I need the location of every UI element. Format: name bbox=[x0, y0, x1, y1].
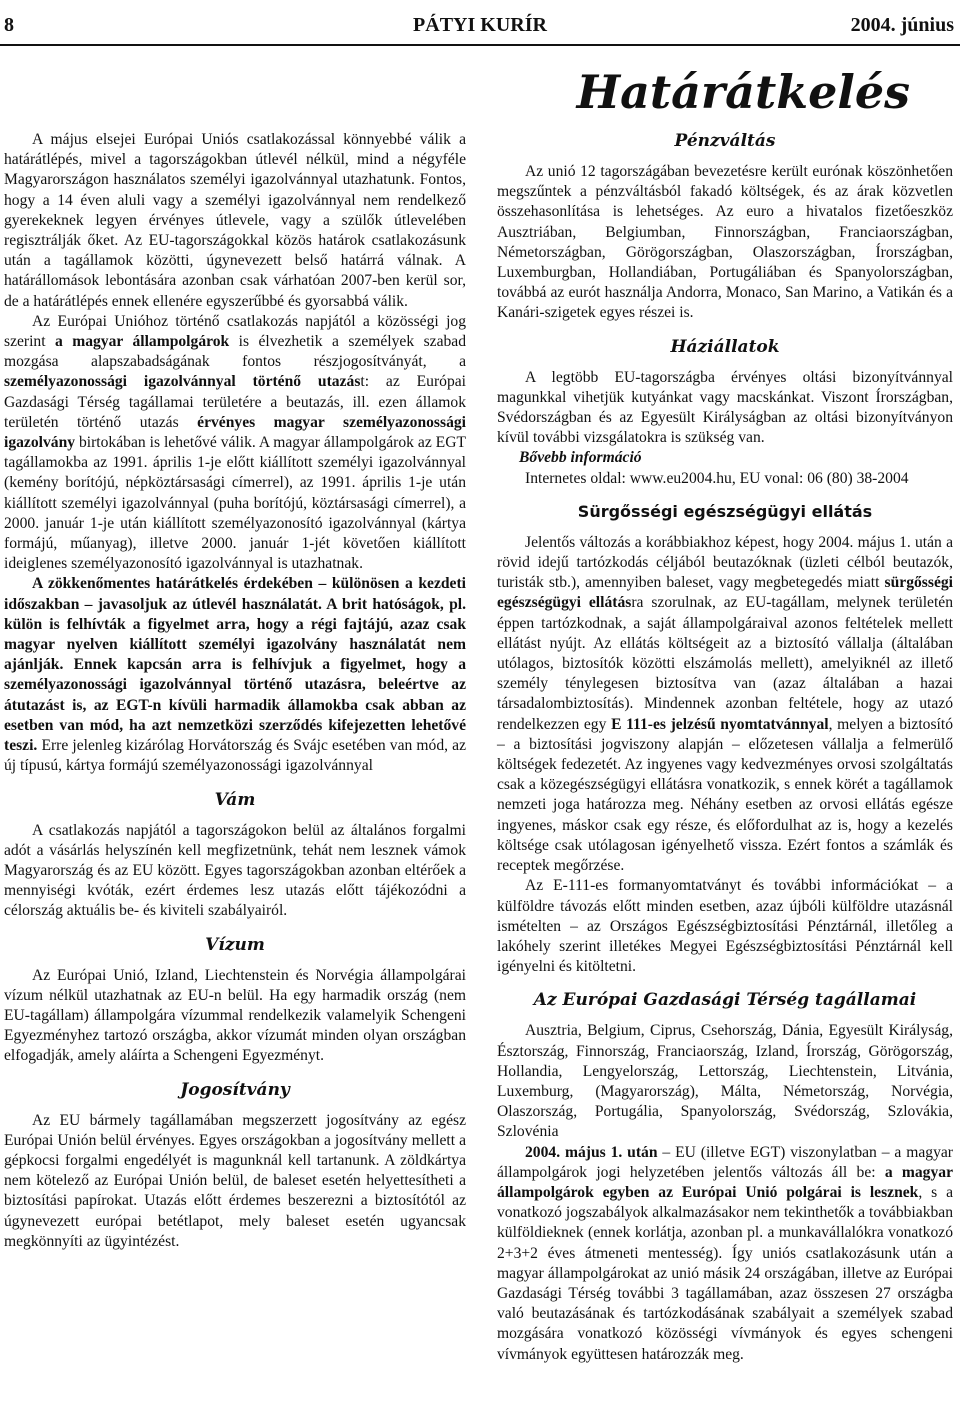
passport-advice-paragraph: A zökkenőmentes határátkelés érdekében – különösen a kezdeti időszakban – javasoljuk az útlevél használatát. A brit hatóságok, pl. külön is felhívták a figyelmet arra, hogy a régi fajtájú, azaz csak magyar nyelven kiállított személyi igazolvány használatát nem ajánlják. Ennek kapcsán arra is felhívjuk a figyelmet, hogy a személyazonossági igazolvánnyal történő utazásra, beleértve az átutazást is, az EGT-n kívüli harmadik államokba csak abban az esetben van mód, ha azt nemzetközi szerződés kifejezetten lehetővé teszi. Erre jelenleg kizárólag Horvátország és Svájc esetében van mód, az új típusú, kártya formájú személyazonossági igazolvánnyal bbox=[4, 575, 466, 775]
egt-countries-paragraph: Ausztria, Belgium, Ciprus, Csehország, Dánia, Egyesült Királyság, Észtország, Finnország, Franciaország, Izland, Írország, Görögország, Hollandia, Lengyelország, Lettország, Liechtenstein, Litvánia, Luxemburg, (Magyarország), Málta, Németország, Norvégia, Olaszország, Portugália, Spanyolország, Svédország, Szlovákia, Szlovénia bbox=[497, 1022, 953, 1141]
e111-paragraph: Az E-111-es formanyomtatványt és további információkat – a külföldre távozás előtt minden esetben, azaz újbóli külföldre utazásnál ismételten – az Országos Egészségbiztosítási Pénztárnál, illetőleg a lakóhely szerint illetékes Megyei Egészségbiztosítási Pénztárnál kell igényelni és kitöltetni. bbox=[497, 877, 953, 976]
section-heading-vam: Vám bbox=[214, 789, 256, 810]
penzvaltas-paragraph: Az unió 12 tagországában bevezetésre került eurónak köszönhetően megszűntek a pénzváltásból fakadó költségek, és az árak közvetlen összehasonlítása is lehetséges. Az euro a hivatalos fizetőeszköz Ausztriában, Belgiumban, Finnországban, Franciaországban, Németországban, Görögországban, Olaszországban, Írországban, Luxemburgban, Hollandiában, Portugáliában és Spanyolországban, továbbá az eurót használja Andorra, Monaco, San Marino, a Vatikán és a Kanári-szigetek egyes részei is. bbox=[497, 163, 953, 322]
bovebb-info-text: Internetes oldal: www.eu2004.hu, EU vonal: 06 (80) 38-2004 bbox=[525, 469, 909, 487]
intro-paragraph: A május elsejei Európai Uniós csatlakozással könnyebbé válik a határátlépés, mivel a tagországokban útlevél nélkül, mind a négyféle Magyarországon használatos személyi igazolvánnyal utazhatunk. Fontos, hogy a 14 éven aluli vagy a személyi igazolvánnyal nem rendelkező gyerekeknek legyen érvényes útlevele, vagy a szülők útlevelében regisztrálják őket. Az EU-tagországokkal közös határok csatlakozásunk után a tagállamok közötti, úgynevezett belső határrá válnak. A határállomások lebontására azonban csak várhatóan 2007-ben kerül sor, de a határátlépés ennek ellenére egyszerűbbé és gyorsabbá válik. bbox=[4, 131, 466, 310]
section-heading-jogositvany: Jogosítvány bbox=[180, 1079, 290, 1100]
article-title: Határátkelés bbox=[576, 65, 910, 119]
right-column bbox=[497, 130, 953, 1365]
section-heading-egt: Az Európai Gazdasági Térség tagállamai bbox=[533, 990, 917, 1011]
publication-name: PÁTYI KURÍR bbox=[413, 14, 547, 36]
vam-paragraph: A csatlakozás napjától a tagországokon belül az általános forgalmi adót a vásárlás helyszínén kell megfizetnünk, tehát nem lesznek vámok Magyarország és az EU között. Egyes tagországokban azonban eltérőek a mennyiségi kvóták, ezért érdemes lesz utazás előtt tájékozódni a célország aktuális be- és kiviteli szabályairól. bbox=[4, 821, 466, 920]
page-number: 8 bbox=[4, 14, 14, 36]
left-column bbox=[4, 130, 466, 1252]
surgossegi-paragraph: Jelentős változás a korábbiakhoz képest, hogy 2004. május 1. után a rövid idejű tartózkodás céljából beutazóknak (üzleti célból beutazók, turisták stb.), amennyiben baleset, vagy megbetegedés miatt sürgősségi egészségügyi ellátásra szorulnak, az EU-tagállam, melynek területén éppen tartózkodnak, a saját állampolgáraival azonos feltételek mellett ellátást nyújt. Az ellátás költségeit az a biztosító vállalja (általában utólagos, biztosítók közötti elszámolás mellett), amelyiknél az illető személy ténylegesen biztosítva van (azaz általában a hazai társadalombiztosítás). Mindennek azonban feltétele, hogy az utazó rendelkezzen egy E 111-es jelzésű nyomtatvánnyal, melyen a biztosító – a biztosítási jogviszony alapján – előzetesen vállalja a felmerülő költségek fedezetét. Az ingyenes vagy kedvezményes orvosi szolgáltatás csak a közegészségügyi ellátásra vonatkozik, s ennek körét a tagállamok nemzeti joga határozza meg. Néhány esetben az orvosi ellátás egésze ingyenes, máskor csak egy része, és előfordulhat az is, hogy a kezelés költsége csak utólagosan igényelhető vissza. Ezért fontos a számlák és receptek megőrzése. bbox=[497, 533, 954, 875]
page-header bbox=[0, 0, 960, 44]
jogositvany-paragraph: Az EU bármely tagállamában megszerzett jogosítvány az egész Európai Unión belül érvényes. Egyes országokban a jogosítvány mellett a gépkocsi forgalmi engedélyét is magunknál kell tartanunk. A zöldkártya nem kötelező az Európai Unión belül, de baleset esetén helyettesítheti a biztosítási papírokat. Utazás előtt érdemes beszerezni a biztosítótól az úgynevezett európai betétlapot, mely baleset esetén ugyancsak megkönnyíti az ügyintézést. bbox=[4, 1111, 466, 1250]
header-rule bbox=[0, 44, 960, 46]
bovebb-info-heading: Bővebb információ bbox=[519, 449, 642, 467]
eu-travel-paragraph: Az Európai Unióhoz történő csatlakozás napjától a közösségi jog szerint a magyar állampolgárok is élvezhetik a személyek szabad mozgása alapszabadságának fontos részjogosítványát, a személyazonossági igazolvánnyal történő utazást: az Európai Gazdasági Térség tagállamai területére a beutazás, ill. ezen államok területén történő utazás érvényes magyar személyazonossági igazolvány birtokában is lehetővé válik. A magyar állampolgárok az EGT tagállamokba az 1991. április 1-je előtt kiállított személyi igazolvánnyal (kemény borítójú, népköztársasági címerrel), az 1991. április 1-je után kiállított személyi igazolvánnyal (puha borítójú, köztársasági címerrel), a 2000. január 1-je után kiállított személyazonosító igazolvánnyal (kártya formájú, műanyag), illetve 2000. január 1-jét követően kiállított ideiglenes személyazonosító igazolvánnyal is utazhatnak. bbox=[4, 312, 467, 573]
section-heading-penzvaltas: Pénzváltás bbox=[674, 131, 776, 151]
section-heading-surgossegi: Sürgősségi egészségügyi ellátás bbox=[577, 501, 873, 521]
citizenship-paragraph: 2004. május 1. után – EU (illetve EGT) viszonylatban – a magyar állampolgárok jogi helyzetében jelentős változás áll be: a magyar állampolgárok egyben az Európai Unió polgárai is lesznek, s a vonatkozó jogszabályok alkalmazásakor nem tekinthetők a továbbiakban külföldieknek (ennek korlátja, azonban pl. a munkavállalókra vonatkozó 2+3+2 éves átmeneti mentesség). Így uniós csatlakozásunk után a magyar állampolgárokat az unió másik 24 országában, illetve az Európai Gazdasági Térség további 3 tagállamában, azaz összesen 27 országba való beutazásának és tartózkodásának szabályait a személyek szabad mozgására vonatkozó közösségi vívmányok és egyes schengeni vívmányok együttesen határozzák meg. bbox=[497, 1143, 954, 1363]
vizum-paragraph: Az Európai Unió, Izland, Liechtenstein és Norvégia állampolgárai vízum nélkül utazhatnak az EU-n belül. Ha egy harmadik ország (nem EU-tagállam) állampolgára vízummal rendelkezik valamelyik Schengeni Egyezményhez tartozó országba, akkor vízumát minden olyan országban elfogadják, amely aláírta a Schengeni Egyezményt. bbox=[4, 966, 466, 1065]
issue-date: 2004. június bbox=[850, 14, 954, 36]
section-heading-vizum: Vízum bbox=[205, 934, 265, 955]
haziallatok-paragraph: A legtöbb EU-tagországba érvényes oltási bizonyítvánnyal magunkkal vihetjük kutyánkat vagy macskánkat. Viszont Írországban, Svédországban és az Egyesült Királyságban az oltási bizonyítványon kívül további vizsgálatokra is szükség van. bbox=[497, 368, 953, 447]
section-heading-haziallatok: Háziállatok bbox=[670, 336, 780, 357]
